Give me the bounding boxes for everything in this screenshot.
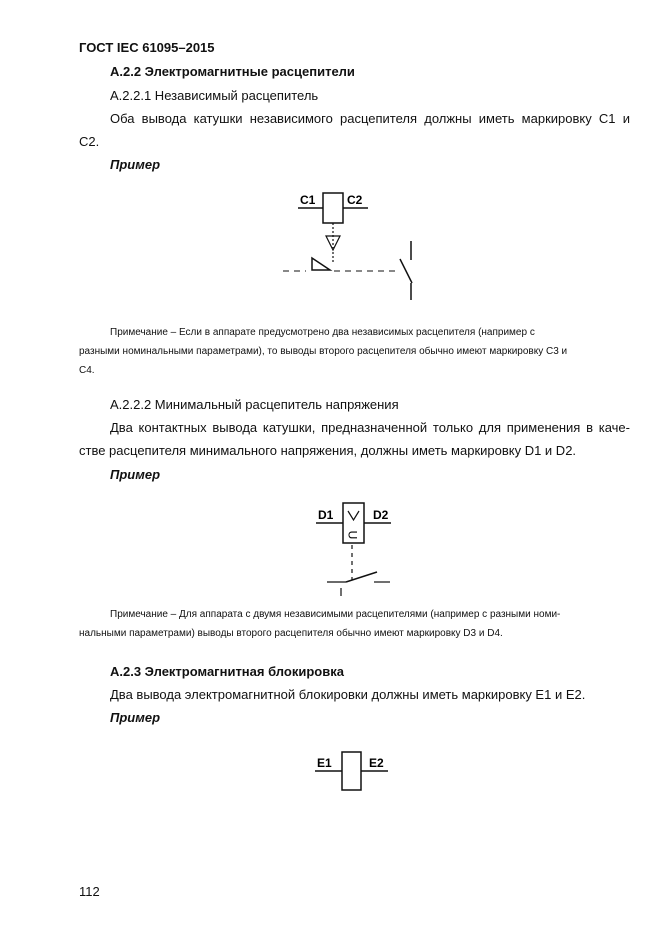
diagram1-label-c2: C2 (347, 193, 363, 207)
diagram2-label-d1: D1 (318, 508, 334, 522)
paragraph-a221-line1: Оба вывода катушки независимого расцепителя должны иметь маркировку С1 и (110, 111, 630, 126)
note1-line3: С4. (79, 365, 95, 376)
diagram1-label-c1: C1 (300, 193, 316, 207)
diagram2-label-d2: D2 (373, 508, 389, 522)
paragraph-a23: Два вывода электромагнитной блокировки должны иметь маркировку Е1 и Е2. (110, 687, 586, 702)
section-heading-a23: А.2.3 Электромагнитная блокировка (110, 664, 344, 679)
note2-line1: Примечание – Для аппарата с двумя независимыми расцепителями (например с разными номи- (110, 609, 561, 620)
note1-line1: Примечание – Если в аппарате предусмотрено два независимых расцепителя (например с (110, 327, 535, 338)
section-heading-a22: А.2.2 Электромагнитные расцепители (110, 64, 355, 79)
example-label-2: Пример (110, 467, 161, 482)
document-header: ГОСТ IEC 61095–2015 (79, 40, 215, 55)
note2-line2: нальными параметрами) выводы второго расцепителя обычно имеют маркировку D3 и D4. (79, 628, 503, 639)
page-number: 112 (79, 884, 100, 899)
diagram2-coil-symbol: U (345, 530, 360, 540)
diagram3-label-e2: E2 (369, 756, 384, 770)
subsection-title-a221: А.2.2.1 Независимый расцепитель (110, 88, 319, 103)
subsection-title-a222: А.2.2.2 Минимальный расцепитель напряжения (110, 397, 399, 412)
example-label-3: Пример (110, 710, 161, 725)
example-label-1: Пример (110, 157, 161, 172)
paragraph-a222-line1: Два контактных вывода катушки, предназначенной только для применения в каче- (110, 420, 630, 435)
diagram3-label-e1: E1 (317, 756, 332, 770)
paragraph-a221-line2: С2. (79, 134, 100, 149)
note1-line2: разными номинальными параметрами), то выводы второго расцепителя обычно имеют маркировку С3 и (79, 346, 568, 357)
paragraph-a222-line2: стве расцепителя минимального напряжения, должны иметь маркировку D1 и D2. (79, 443, 577, 458)
